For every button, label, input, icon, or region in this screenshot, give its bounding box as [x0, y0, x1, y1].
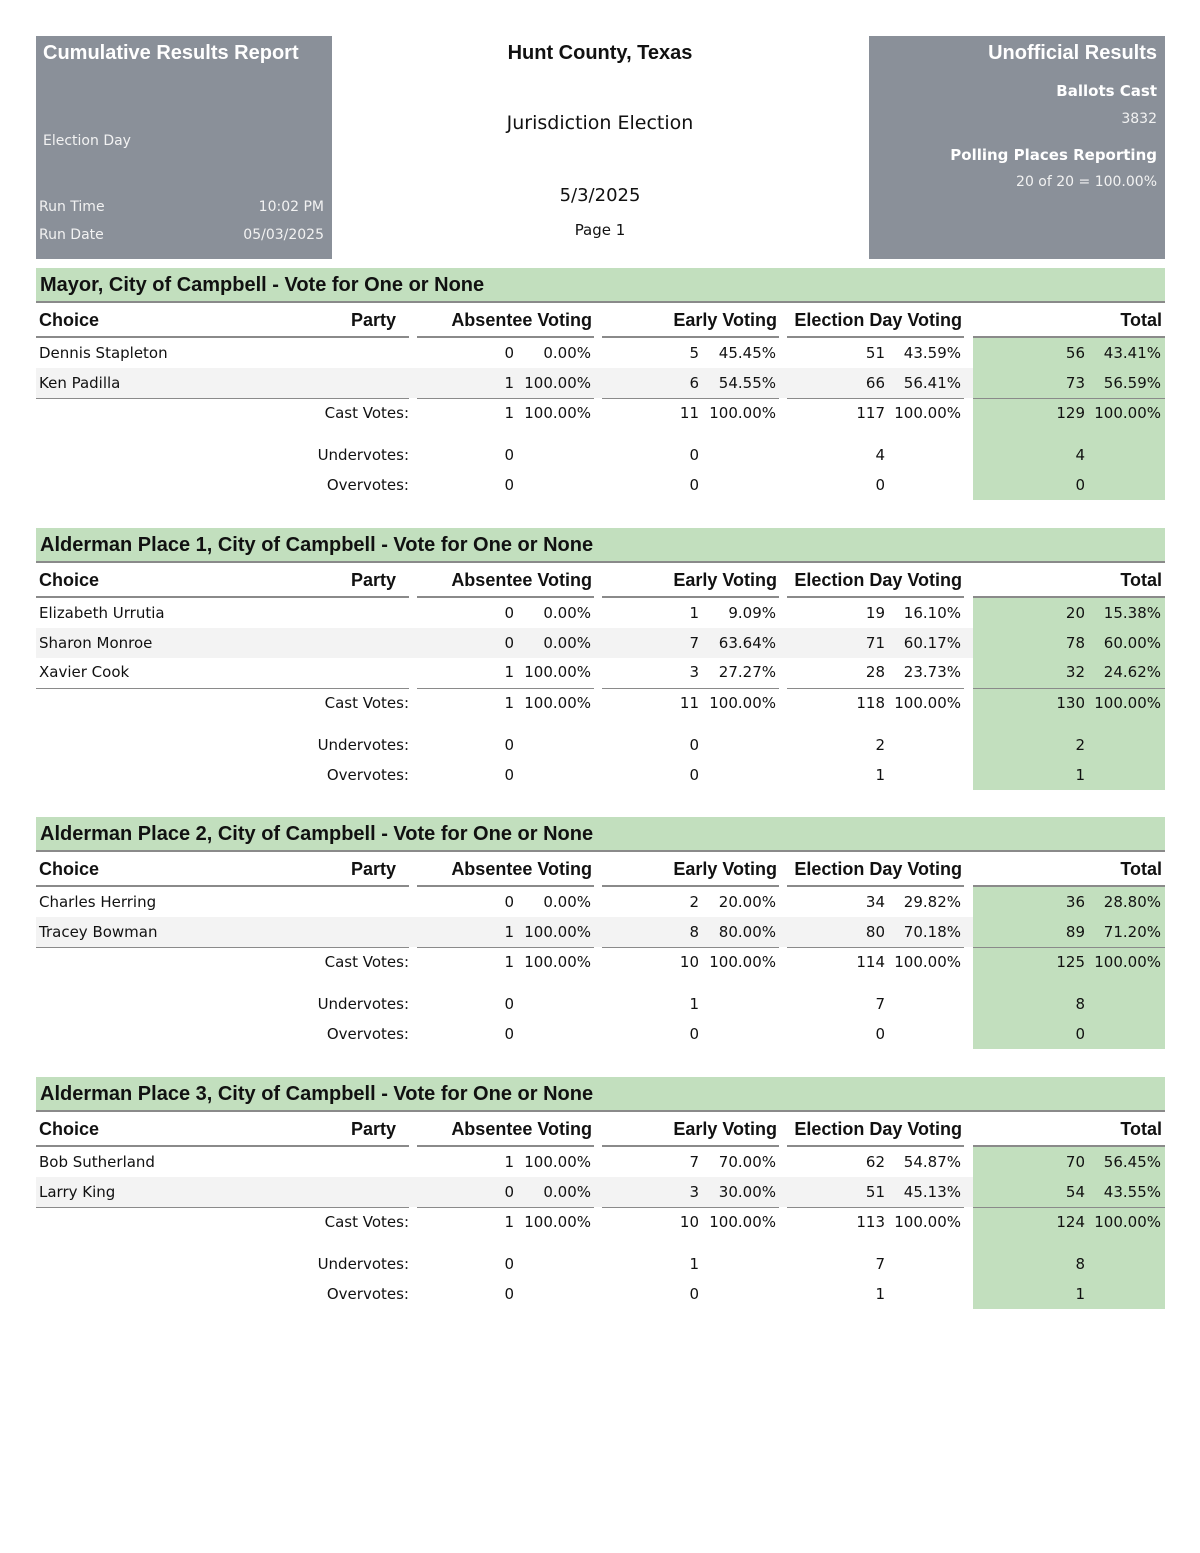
election-day-header: Election Day Voting [794, 310, 962, 330]
candidate-row [36, 598, 1165, 628]
election-day-percent: 23.73% [903, 663, 961, 681]
total-votes: 89 [1065, 922, 1085, 941]
early-header: Early Voting [673, 570, 777, 590]
absentee-percent: 100.00% [524, 922, 591, 941]
election-day-percent: 70.18% [903, 922, 961, 941]
overvotes-row [36, 470, 1165, 500]
early-percent: 45.45% [718, 344, 776, 362]
total-votes: 36 [1065, 893, 1085, 911]
election-day-votes: 51 [865, 344, 885, 362]
column-header-row [36, 852, 1165, 886]
total-percent: 24.62% [1103, 663, 1161, 681]
undervotes-early: 1 [689, 995, 699, 1013]
total-votes: 20 [1065, 604, 1085, 622]
overvotes-absentee: 0 [504, 1025, 514, 1043]
cast-absentee-votes: 1 [504, 1213, 514, 1231]
cast-election-day-percent: 100.00% [894, 1213, 961, 1231]
election-day-votes: 34 [865, 893, 885, 911]
overvotes-election-day: 0 [875, 1025, 885, 1043]
ballots-cast-label: Ballots Cast [1056, 82, 1157, 100]
candidate-name: Bob Sutherland [39, 1153, 155, 1171]
undervotes-total: 2 [1075, 735, 1085, 754]
overvotes-early: 0 [689, 1285, 699, 1303]
total-percent: 43.55% [1103, 1182, 1161, 1201]
cast-total-percent: 100.00% [1094, 953, 1161, 971]
cast-absentee-votes: 1 [504, 404, 514, 422]
party-header: Party [350, 310, 396, 330]
undervotes-row [36, 440, 1165, 470]
cast-total-votes: 124 [1056, 1213, 1085, 1231]
overvotes-election-day: 0 [875, 476, 885, 494]
cast-votes-label: Cast Votes: [324, 693, 409, 712]
results-status-panel [869, 36, 1165, 259]
absentee-header: Absentee Voting [451, 570, 592, 590]
cast-absentee-percent: 100.00% [524, 1213, 591, 1231]
early-percent: 9.09% [728, 604, 776, 622]
absentee-percent: 100.00% [524, 373, 591, 392]
county-name: Hunt County, Texas [507, 42, 693, 64]
overvotes-election-day: 1 [875, 765, 885, 784]
undervotes-early: 0 [689, 735, 699, 754]
undervotes-absentee: 0 [504, 735, 514, 754]
cast-election-day-percent: 100.00% [894, 953, 961, 971]
cast-early-votes: 10 [679, 953, 699, 971]
polling-places-label: Polling Places Reporting [950, 146, 1157, 164]
overvotes-label: Overvotes: [326, 1285, 409, 1303]
candidate-row [36, 1177, 1165, 1207]
absentee-percent: 0.00% [543, 1182, 591, 1201]
total-votes: 73 [1065, 373, 1085, 392]
cast-early-percent: 100.00% [709, 953, 776, 971]
total-percent: 60.00% [1103, 633, 1161, 652]
early-header: Early Voting [673, 310, 777, 330]
cast-votes-label: Cast Votes: [324, 404, 409, 422]
cast-election-day-votes: 113 [856, 1213, 885, 1231]
total-header: Total [1120, 859, 1162, 879]
undervotes-early: 1 [689, 1255, 699, 1273]
overvotes-row [36, 760, 1165, 790]
cast-total-votes: 129 [1056, 404, 1085, 422]
total-percent: 28.80% [1103, 893, 1161, 911]
cast-total-percent: 100.00% [1094, 1213, 1161, 1231]
early-percent: 80.00% [718, 922, 776, 941]
absentee-percent: 0.00% [543, 344, 591, 362]
choice-header: Choice [39, 1119, 100, 1139]
early-header: Early Voting [673, 859, 777, 879]
cast-early-votes: 10 [679, 1213, 699, 1231]
cast-early-votes: 11 [679, 693, 699, 712]
overvotes-early: 0 [689, 765, 699, 784]
early-votes: 8 [689, 922, 699, 941]
report-title: Cumulative Results Report [43, 42, 299, 64]
cast-votes-row [36, 688, 1165, 718]
overvotes-row [36, 1019, 1165, 1049]
absentee-percent: 100.00% [524, 663, 591, 681]
candidate-name: Larry King [39, 1182, 116, 1201]
cast-votes-label: Cast Votes: [324, 1213, 409, 1231]
overvotes-absentee: 0 [504, 765, 514, 784]
early-percent: 54.55% [718, 373, 776, 392]
cast-absentee-percent: 100.00% [524, 693, 591, 712]
total-votes: 70 [1065, 1153, 1085, 1171]
candidate-row [36, 368, 1165, 398]
overvotes-total: 1 [1075, 1285, 1085, 1303]
candidate-row [36, 917, 1165, 947]
absentee-votes: 1 [504, 1153, 514, 1171]
absentee-votes: 0 [504, 893, 514, 911]
election-type: Election Day [43, 133, 131, 149]
cast-total-percent: 100.00% [1094, 693, 1161, 712]
absentee-votes: 1 [504, 922, 514, 941]
page-number: Page 1 [574, 221, 626, 239]
cast-early-votes: 11 [679, 404, 699, 422]
column-header-row [36, 1112, 1165, 1146]
election-day-percent: 29.82% [903, 893, 961, 911]
run-date-value: 05/03/2025 [243, 227, 324, 243]
candidate-name: Charles Herring [39, 893, 157, 911]
undervotes-absentee: 0 [504, 446, 514, 464]
undervotes-label: Undervotes: [317, 995, 409, 1013]
undervotes-row [36, 730, 1165, 760]
absentee-header: Absentee Voting [451, 1119, 592, 1139]
results-status: Unofficial Results [988, 42, 1157, 64]
cast-early-percent: 100.00% [709, 693, 776, 712]
absentee-votes: 0 [504, 633, 514, 652]
total-percent: 43.41% [1103, 344, 1161, 362]
early-votes: 1 [689, 604, 699, 622]
column-header-row [36, 303, 1165, 337]
undervotes-label: Undervotes: [317, 446, 409, 464]
election-day-header: Election Day Voting [794, 859, 962, 879]
total-votes: 78 [1065, 633, 1085, 652]
early-votes: 6 [689, 373, 699, 392]
cast-election-day-percent: 100.00% [894, 404, 961, 422]
polling-places-value: 20 of 20 = 100.00% [1016, 174, 1157, 190]
cast-total-percent: 100.00% [1094, 404, 1161, 422]
party-header: Party [350, 859, 396, 879]
cast-election-day-votes: 114 [856, 953, 885, 971]
total-percent: 71.20% [1103, 922, 1161, 941]
candidate-row [36, 657, 1165, 687]
candidate-row [36, 1147, 1165, 1177]
contest-section [36, 817, 1165, 1043]
undervotes-election-day: 7 [875, 1255, 885, 1273]
early-votes: 2 [689, 893, 699, 911]
run-time-value: 10:02 PM [258, 199, 324, 215]
overvotes-total: 0 [1075, 476, 1085, 494]
cast-votes-label: Cast Votes: [324, 953, 409, 971]
candidate-name: Tracey Bowman [39, 922, 158, 941]
cast-election-day-votes: 117 [856, 404, 885, 422]
cast-early-percent: 100.00% [709, 1213, 776, 1231]
overvotes-row [36, 1279, 1165, 1309]
absentee-percent: 0.00% [543, 633, 591, 652]
undervotes-election-day: 7 [875, 995, 885, 1013]
overvotes-total: 0 [1075, 1025, 1085, 1043]
election-day-percent: 60.17% [903, 633, 961, 652]
contest-title: Mayor, City of Campbell - Vote for One or None [36, 268, 1165, 303]
contest-title: Alderman Place 1, City of Campbell - Vote for One or None [36, 528, 1165, 563]
cast-votes-row [36, 947, 1165, 977]
absentee-votes: 0 [504, 604, 514, 622]
choice-header: Choice [39, 310, 100, 330]
undervotes-election-day: 4 [875, 446, 885, 464]
candidate-name: Elizabeth Urrutia [39, 604, 165, 622]
election-day-votes: 80 [865, 922, 885, 941]
undervotes-total: 4 [1075, 446, 1085, 464]
column-header-row [36, 563, 1165, 597]
undervotes-total: 8 [1075, 1255, 1085, 1273]
election-date: 5/3/2025 [559, 185, 641, 206]
contest-section [36, 268, 1165, 494]
total-percent: 15.38% [1103, 604, 1161, 622]
undervotes-row [36, 989, 1165, 1019]
overvotes-total: 1 [1075, 765, 1085, 784]
candidate-name: Ken Padilla [39, 373, 121, 392]
undervotes-total: 8 [1075, 995, 1085, 1013]
absentee-percent: 0.00% [543, 893, 591, 911]
ballots-cast-value: 3832 [1121, 111, 1157, 127]
overvotes-election-day: 1 [875, 1285, 885, 1303]
total-percent: 56.45% [1103, 1153, 1161, 1171]
cast-early-percent: 100.00% [709, 404, 776, 422]
cast-absentee-votes: 1 [504, 953, 514, 971]
election-day-percent: 54.87% [903, 1153, 961, 1171]
candidate-name: Dennis Stapleton [39, 344, 168, 362]
run-time-label: Run Time [39, 199, 105, 215]
early-percent: 70.00% [718, 1153, 776, 1171]
cast-absentee-percent: 100.00% [524, 953, 591, 971]
early-percent: 20.00% [718, 893, 776, 911]
election-day-votes: 28 [865, 663, 885, 681]
candidate-name: Sharon Monroe [39, 633, 153, 652]
early-votes: 5 [689, 344, 699, 362]
total-percent: 56.59% [1103, 373, 1161, 392]
election-day-percent: 43.59% [903, 344, 961, 362]
report-info-panel [36, 36, 332, 259]
overvotes-absentee: 0 [504, 1285, 514, 1303]
candidate-name: Xavier Cook [39, 663, 130, 681]
cast-absentee-percent: 100.00% [524, 404, 591, 422]
absentee-header: Absentee Voting [451, 310, 592, 330]
run-date-label: Run Date [39, 227, 104, 243]
cast-total-votes: 125 [1056, 953, 1085, 971]
undervotes-row [36, 1249, 1165, 1279]
choice-header: Choice [39, 570, 100, 590]
overvotes-label: Overvotes: [326, 476, 409, 494]
absentee-percent: 0.00% [543, 604, 591, 622]
early-votes: 3 [689, 1182, 699, 1201]
contest-section [36, 528, 1165, 784]
undervotes-label: Undervotes: [317, 735, 409, 754]
absentee-header: Absentee Voting [451, 859, 592, 879]
total-votes: 56 [1065, 344, 1085, 362]
election-day-header: Election Day Voting [794, 1119, 962, 1139]
candidate-row [36, 887, 1165, 917]
absentee-votes: 0 [504, 1182, 514, 1201]
cast-election-day-percent: 100.00% [894, 693, 961, 712]
choice-header: Choice [39, 859, 100, 879]
early-percent: 30.00% [718, 1182, 776, 1201]
total-header: Total [1120, 1119, 1162, 1139]
absentee-votes: 1 [504, 373, 514, 392]
total-header: Total [1120, 570, 1162, 590]
undervotes-absentee: 0 [504, 995, 514, 1013]
contest-title: Alderman Place 3, City of Campbell - Vote for One or None [36, 1077, 1165, 1112]
election-day-votes: 51 [865, 1182, 885, 1201]
early-header: Early Voting [673, 1119, 777, 1139]
contest-section [36, 1077, 1165, 1303]
cast-votes-row [36, 398, 1165, 428]
early-votes: 3 [689, 663, 699, 681]
election-day-header: Election Day Voting [794, 570, 962, 590]
total-votes: 32 [1065, 663, 1085, 681]
overvotes-label: Overvotes: [326, 1025, 409, 1043]
cast-absentee-votes: 1 [504, 693, 514, 712]
election-day-votes: 71 [865, 633, 885, 652]
cast-total-votes: 130 [1056, 693, 1085, 712]
election-day-percent: 56.41% [903, 373, 961, 392]
party-header: Party [350, 1119, 396, 1139]
undervotes-absentee: 0 [504, 1255, 514, 1273]
undervotes-label: Undervotes: [317, 1255, 409, 1273]
election-day-votes: 19 [865, 604, 885, 622]
early-percent: 63.64% [718, 633, 776, 652]
absentee-percent: 100.00% [524, 1153, 591, 1171]
candidate-row [36, 628, 1165, 658]
early-percent: 27.27% [718, 663, 776, 681]
absentee-votes: 0 [504, 344, 514, 362]
election-day-percent: 16.10% [903, 604, 961, 622]
candidate-row [36, 338, 1165, 368]
election-name: Jurisdiction Election [506, 112, 694, 134]
overvotes-label: Overvotes: [326, 765, 409, 784]
cast-election-day-votes: 118 [856, 693, 885, 712]
absentee-votes: 1 [504, 663, 514, 681]
party-header: Party [350, 570, 396, 590]
undervotes-election-day: 2 [875, 735, 885, 754]
overvotes-early: 0 [689, 1025, 699, 1043]
contest-title: Alderman Place 2, City of Campbell - Vote for One or None [36, 817, 1165, 852]
undervotes-early: 0 [689, 446, 699, 464]
total-header: Total [1120, 310, 1162, 330]
overvotes-absentee: 0 [504, 476, 514, 494]
cast-votes-row [36, 1207, 1165, 1237]
election-day-votes: 66 [865, 373, 885, 392]
overvotes-early: 0 [689, 476, 699, 494]
election-day-votes: 62 [865, 1153, 885, 1171]
early-votes: 7 [689, 633, 699, 652]
early-votes: 7 [689, 1153, 699, 1171]
election-day-percent: 45.13% [903, 1182, 961, 1201]
total-votes: 54 [1065, 1182, 1085, 1201]
